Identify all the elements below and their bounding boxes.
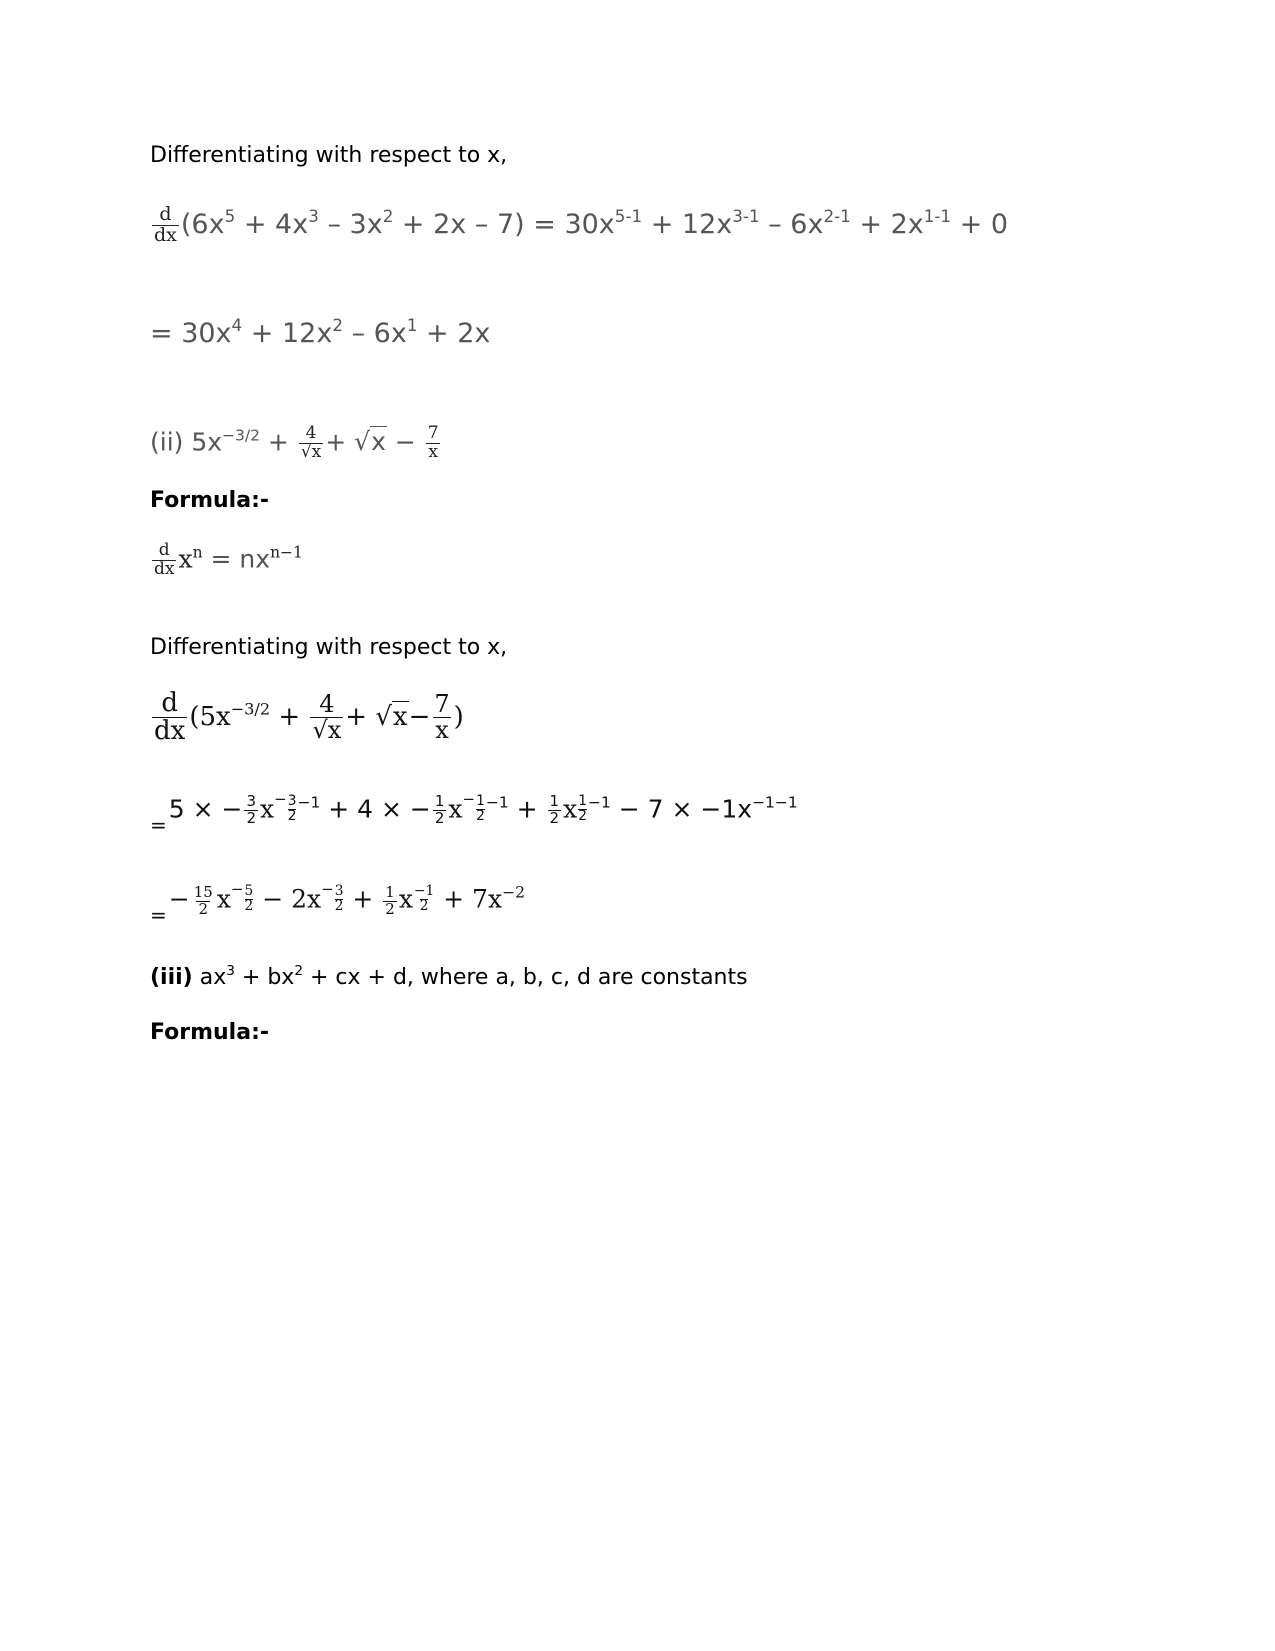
derivative-result-2: $_=$− $\frac{15}{2}$ x− $\frac{5}{2}$ − 2x− $\frac{3}{2}$ + $\frac{1}{2}$ x $\frac{-1}{2}$ + $7x^{-2}$ xyxy=(150,880,525,927)
derivative-equation-2: $\frac{d}{dx}$ ($5x^{-3/2}$ + $\frac{4}{√x}$ + √x− $\frac{7}{x}$ ) xyxy=(154,688,464,747)
intro-text-1: Differentiating with respect to x, xyxy=(150,143,508,168)
derivative-step-2: $_=$5 × − $\frac{3}{2}$ x− $\frac{3}{2}$ $^{-1}$ + 4 × − $\frac{1}{2}$ x− $\frac{1}{2}$ $^{-1}$ + $\frac{1}{2}$ x $\frac{1}{2}$ $^{-1} - 7 \times -1x^{-1-1}$ xyxy=(150,790,798,837)
fraction-4-over-sqrt-x: $\frac{4}{√x}$ xyxy=(312,690,342,745)
sqrt-x: √x xyxy=(375,701,408,732)
fraction-7-over-x: $\frac{7}{x}$ xyxy=(427,423,439,462)
formula-label-2: Formula:- xyxy=(150,1020,270,1045)
intro-text-2: Differentiating with respect to x, xyxy=(150,635,508,660)
d-dx-operator: $\frac{d}{dx}$ xyxy=(154,203,177,246)
sqrt-x: √x xyxy=(354,427,386,457)
fraction-7-over-x: $\frac{7}{x}$ xyxy=(434,690,450,745)
derivative-equation-1: $\frac{d}{dx}$ $(6x^5 + 4x^3 - 3x^2 + 2x - 7) = 30x^{5-1} + 12x^{3-1} - 6x^{2-1} + 2x^{1-1} + 0$ xyxy=(154,203,1009,246)
d-dx-operator: $\frac{d}{dx}$ xyxy=(154,540,175,579)
formula-label: Formula:- xyxy=(150,488,270,513)
part-ii-expression: (ii) $5x^{-3/2}$ + $\frac{4}{√x}$ + √x − $\frac{7}{x}$ xyxy=(150,423,439,462)
part-iii-expression: (iii) $ax^3 + bx^2$ + cx + d, where a, b, c, d are constants xyxy=(150,963,748,990)
derivative-result-1: = $30x^4 + 12x^2 - 6x^1 + 2x$ xyxy=(150,315,491,349)
fraction-4-over-sqrt-x: $\frac{4}{√x}$ xyxy=(300,423,322,462)
d-dx-operator: $\frac{d}{dx}$ xyxy=(154,688,186,747)
power-rule-formula: $\frac{d}{dx}$ $x^n = nx^{n-1}$ xyxy=(154,540,303,579)
